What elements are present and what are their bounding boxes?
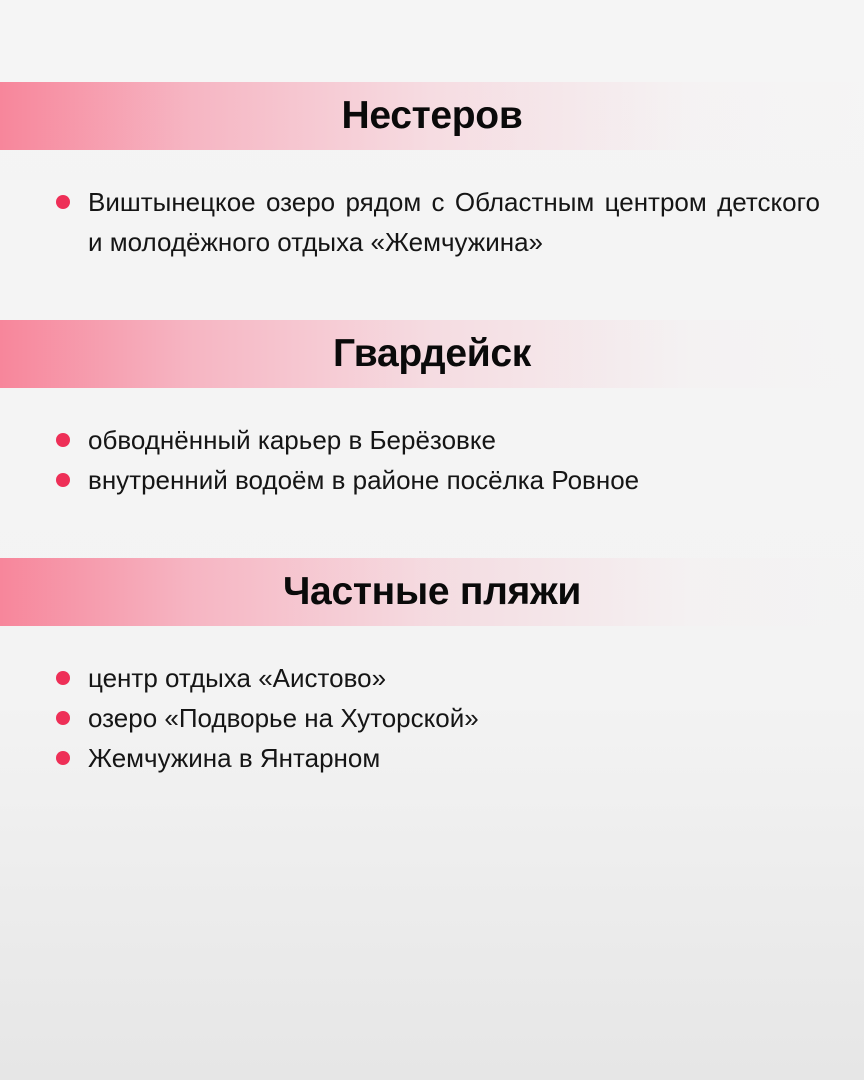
- bullet-list: [56, 658, 820, 778]
- bullet-dot-icon: [56, 671, 70, 685]
- section-heading-band: [0, 320, 864, 388]
- bullet-dot-icon: [56, 433, 70, 447]
- list-item-text: обводнённый карьер в Берёзовке: [88, 425, 496, 455]
- section-nesterov: [0, 82, 864, 257]
- section-title: Частные пляжи: [282, 570, 582, 613]
- section-private-beaches: [0, 558, 864, 773]
- list-item: [56, 698, 820, 738]
- list-item: [56, 420, 820, 460]
- bullet-dot-icon: [56, 195, 70, 209]
- list-item-text: Виштынецкое озеро рядом с Областным центром детского и молодёжного отдыха «Жемчужина»: [88, 187, 820, 257]
- list-item-text: внутренний водоём в районе посёлка Ровное: [88, 465, 640, 495]
- list-item: [56, 658, 820, 698]
- list-item: [56, 182, 820, 262]
- section-gvardeysk: [0, 320, 864, 495]
- section-title: Нестеров: [341, 94, 523, 137]
- bullet-list: [56, 420, 820, 500]
- list-item-text: центр отдыха «Аистово»: [88, 663, 387, 693]
- list-item-text: Жемчужина в Янтарном: [88, 743, 381, 773]
- bullet-dot-icon: [56, 711, 70, 725]
- bullet-dot-icon: [56, 751, 70, 765]
- list-item: [56, 460, 820, 500]
- bullet-dot-icon: [56, 473, 70, 487]
- section-heading-band: [0, 82, 864, 150]
- list-item-text: озеро «Подворье на Хуторской»: [88, 703, 479, 733]
- section-heading-band: [0, 558, 864, 626]
- bullet-list: [56, 182, 820, 262]
- section-title: Гвардейск: [332, 332, 532, 375]
- list-item: [56, 738, 820, 778]
